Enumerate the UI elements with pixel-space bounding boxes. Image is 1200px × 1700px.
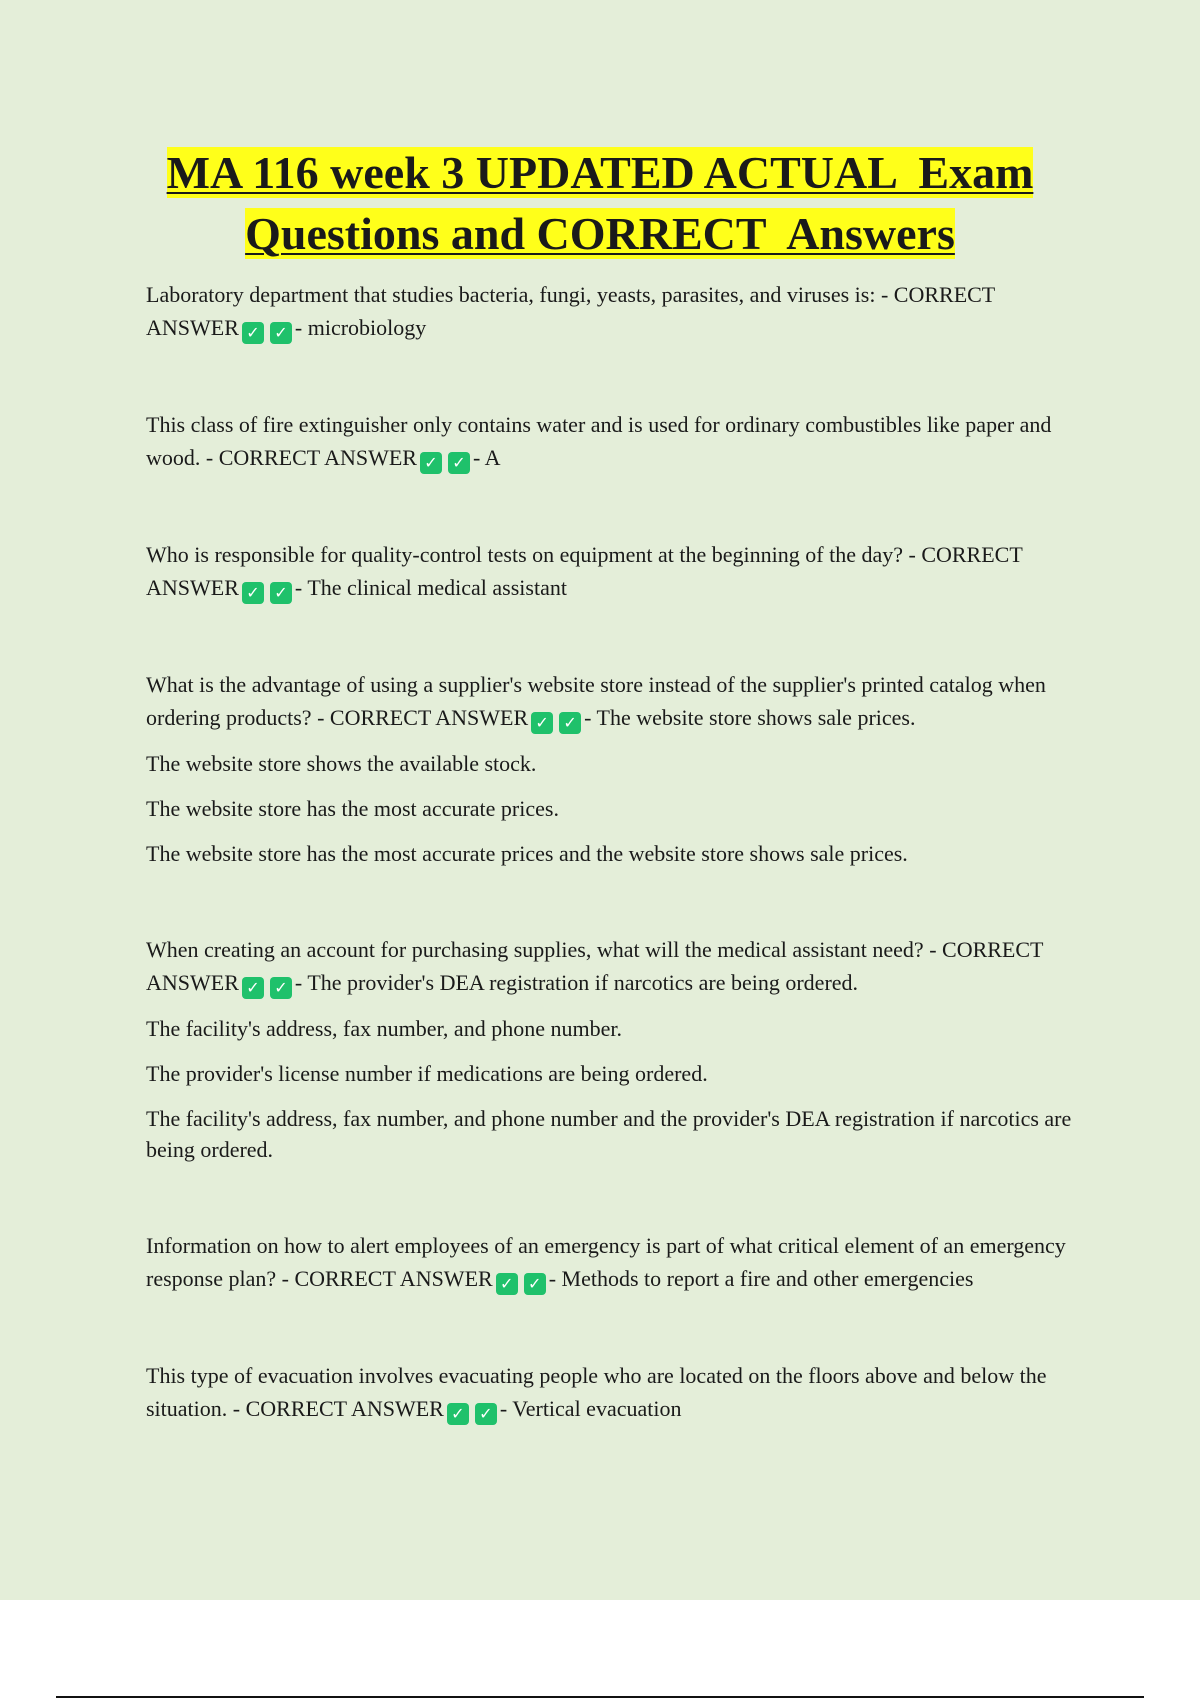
document-title <box>100 142 1100 264</box>
checkmark-icon: ✓ <box>559 712 581 734</box>
qa-item <box>146 668 1086 869</box>
qa-question-paragraph <box>146 278 1086 344</box>
checkmark-icon: ✓ <box>448 452 470 474</box>
title-line-2: Questions and CORRECT Answers <box>245 208 955 259</box>
answer-text: - A <box>472 445 501 470</box>
question-text: Information on how to alert employees of an emergency is part of what critical element of an emergency response plan? <box>146 1233 1066 1291</box>
question-text: What is the advantage of using a supplier's website store instead of the supplier's printed catalog when ordering products? <box>146 672 1046 730</box>
checkmark-icon: ✓ <box>420 452 442 474</box>
answer-prefix: - CORRECT ANSWER <box>317 705 529 730</box>
qa-question-paragraph <box>146 668 1086 734</box>
page-divider <box>56 1696 1144 1698</box>
answer-text: - microbiology <box>294 315 427 340</box>
checkmark-icon: ✓ <box>447 1403 469 1425</box>
checkmark-icon: ✓ <box>524 1273 546 1295</box>
answer-option-line: The website store shows the available stock. <box>146 751 537 776</box>
checkmark-icon: ✓ <box>242 977 264 999</box>
qa-item <box>146 538 1086 604</box>
answer-prefix: - CORRECT ANSWER <box>146 282 995 340</box>
answer-text: - The clinical medical assistant <box>294 575 567 600</box>
answer-prefix: - CORRECT ANSWER <box>205 445 417 470</box>
answer-option-line: The facility's address, fax number, and phone number and the provider's DEA registration if narcotics are being ordered. <box>146 1106 1072 1162</box>
checkmark-icon: ✓ <box>496 1273 518 1295</box>
answer-text: - The website store shows sale prices. <box>584 705 916 730</box>
answer-option-line: The website store has the most accurate prices and the website store shows sale prices. <box>146 841 908 866</box>
qa-question-paragraph <box>146 538 1086 604</box>
answer-text: - The provider's DEA registration if narcotics are being ordered. <box>294 970 859 995</box>
checkmark-icon: ✓ <box>270 322 292 344</box>
question-text: When creating an account for purchasing supplies, what will the medical assistant need? <box>146 937 924 962</box>
checkmark-icon: ✓ <box>531 712 553 734</box>
answer-option-line: The website store has the most accurate prices. <box>146 796 559 821</box>
checkmark-icon: ✓ <box>270 977 292 999</box>
answer-option-line: The facility's address, fax number, and phone number. <box>146 1016 622 1041</box>
question-text: Who is responsible for quality-control tests on equipment at the beginning of the day? <box>146 542 903 567</box>
qa-question-paragraph <box>146 933 1086 999</box>
qa-item <box>146 278 1086 344</box>
title-line-1: MA 116 week 3 UPDATED ACTUAL Exam <box>166 147 1034 198</box>
answer-prefix: - CORRECT ANSWER <box>146 937 1044 995</box>
checkmark-icon: ✓ <box>242 582 264 604</box>
qa-question-paragraph <box>146 1359 1086 1425</box>
answer-prefix: - CORRECT ANSWER <box>281 1266 493 1291</box>
answer-prefix: - CORRECT ANSWER <box>146 542 1023 600</box>
checkmark-icon: ✓ <box>270 582 292 604</box>
checkmark-icon: ✓ <box>242 322 264 344</box>
answer-text: - Vertical evacuation <box>499 1396 682 1421</box>
qa-list <box>146 278 1086 1489</box>
qa-question-paragraph <box>146 1229 1086 1295</box>
qa-question-paragraph <box>146 408 1086 474</box>
qa-item <box>146 408 1086 474</box>
qa-item <box>146 933 1086 1165</box>
answer-text: - Methods to report a fire and other emergencies <box>548 1266 974 1291</box>
qa-item <box>146 1229 1086 1295</box>
answer-option-line: The provider's license number if medications are being ordered. <box>146 1061 708 1086</box>
question-text: This type of evacuation involves evacuating people who are located on the floors above and below the situation. <box>146 1363 1047 1421</box>
checkmark-icon: ✓ <box>475 1403 497 1425</box>
answer-prefix: - CORRECT ANSWER <box>232 1396 444 1421</box>
question-text: This class of fire extinguisher only contains water and is used for ordinary combustibles like paper and wood. <box>146 412 1052 470</box>
qa-item <box>146 1359 1086 1425</box>
question-text: Laboratory department that studies bacteria, fungi, yeasts, parasites, and viruses is: <box>146 282 876 307</box>
